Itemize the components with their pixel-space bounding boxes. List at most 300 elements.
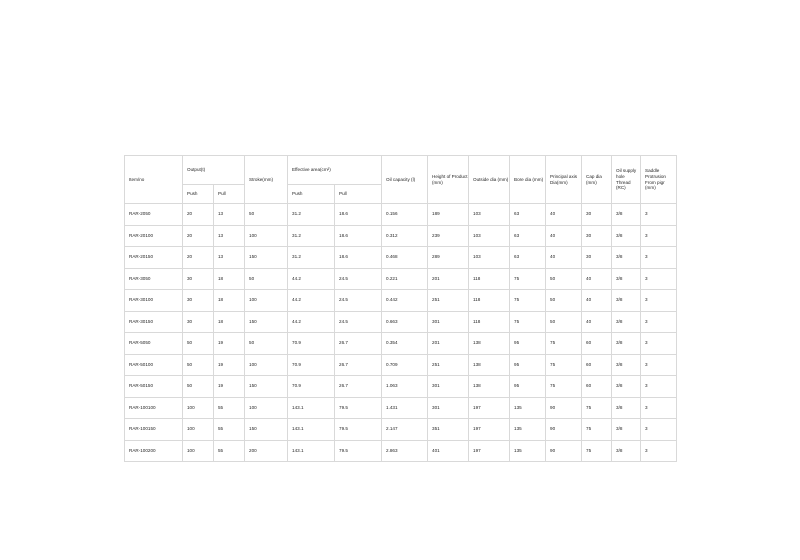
cell-principal-axis-dia xyxy=(546,354,582,376)
cell-oil-capacity-text: 1.063 xyxy=(386,383,398,389)
cell-stroke xyxy=(245,225,288,247)
cell-principal-axis-dia xyxy=(546,397,582,419)
cell-area-pull xyxy=(335,204,382,226)
cell-outside-dia xyxy=(469,440,510,462)
specification-table xyxy=(124,155,677,462)
cell-area-pull-text: 24.5 xyxy=(339,318,348,324)
cell-saddle-protrusion-text: 3 xyxy=(645,275,648,281)
cell-oil-capacity-text: 0.221 xyxy=(386,275,398,281)
cell-output-pull xyxy=(214,225,245,247)
cell-cap-dia-text: 40 xyxy=(586,275,592,281)
cell-item-no xyxy=(125,225,183,247)
cell-area-push-text: 70.9 xyxy=(292,340,301,346)
cell-area-push xyxy=(288,268,335,290)
cell-principal-axis-dia xyxy=(546,419,582,441)
cell-cap-dia-text: 75 xyxy=(586,426,592,432)
cell-stroke xyxy=(245,268,288,290)
cell-output-pull xyxy=(214,354,245,376)
cell-cap-dia xyxy=(582,440,612,462)
cell-cap-dia xyxy=(582,376,612,398)
cell-bore-dia xyxy=(510,419,546,441)
cell-outside-dia-text: 103 xyxy=(473,254,481,260)
cell-height-text: 351 xyxy=(432,426,440,432)
cell-oil-capacity-text: 2.863 xyxy=(386,447,398,453)
cell-oil-capacity-text: 0.663 xyxy=(386,318,398,324)
cell-output-pull-text: 18 xyxy=(218,297,224,303)
cell-outside-dia xyxy=(469,311,510,333)
cell-oil-supply-hole-text: 3/8 xyxy=(616,297,623,303)
cell-area-pull xyxy=(335,397,382,419)
cell-output-push xyxy=(183,247,214,269)
cell-output-pull xyxy=(214,333,245,355)
cell-item-no-text: RAR-5050 xyxy=(129,340,151,346)
cell-cap-dia-text: 40 xyxy=(586,297,592,303)
cell-outside-dia xyxy=(469,290,510,312)
cell-area-pull xyxy=(335,311,382,333)
table-row xyxy=(125,354,677,376)
cell-stroke xyxy=(245,376,288,398)
cell-item-no-text: RAR-100150 xyxy=(129,426,156,432)
cell-area-pull-text: 18.6 xyxy=(339,232,348,238)
cell-height-text: 401 xyxy=(432,447,440,453)
cell-output-push xyxy=(183,204,214,226)
cell-area-push xyxy=(288,290,335,312)
cell-item-no-text: RAR-100200 xyxy=(129,447,156,453)
cell-oil-supply-hole xyxy=(612,419,641,441)
cell-output-push xyxy=(183,419,214,441)
cell-oil-supply-hole-text: 3/8 xyxy=(616,404,623,410)
cell-stroke xyxy=(245,419,288,441)
cell-oil-supply-hole xyxy=(612,247,641,269)
cell-bore-dia-text: 75 xyxy=(514,275,520,281)
cell-output-push xyxy=(183,440,214,462)
cell-bore-dia-text: 95 xyxy=(514,383,520,389)
cell-oil-supply-hole-text: 3/8 xyxy=(616,340,623,346)
cell-output-push xyxy=(183,354,214,376)
cell-area-pull-text: 18.6 xyxy=(339,254,348,260)
cell-item-no-text: RAR-30150 xyxy=(129,318,154,324)
cell-cap-dia-text: 60 xyxy=(586,340,592,346)
cell-cap-dia-text: 30 xyxy=(586,211,592,217)
cell-output-pull xyxy=(214,397,245,419)
cell-area-push-text: 143.1 xyxy=(292,404,304,410)
cell-cap-dia xyxy=(582,311,612,333)
cell-saddle-protrusion xyxy=(641,290,677,312)
cell-height xyxy=(428,290,469,312)
cell-principal-axis-dia-text: 50 xyxy=(550,275,556,281)
cell-area-push-text: 143.1 xyxy=(292,447,304,453)
cell-item-no xyxy=(125,440,183,462)
cell-oil-capacity xyxy=(382,397,428,419)
cell-height-text: 201 xyxy=(432,340,440,346)
col-header-area-pull: Pull xyxy=(335,185,382,204)
cell-output-pull-text: 13 xyxy=(218,254,224,260)
cell-area-pull-text: 26.7 xyxy=(339,361,348,367)
cell-bore-dia xyxy=(510,354,546,376)
cell-area-push xyxy=(288,204,335,226)
cell-outside-dia xyxy=(469,333,510,355)
cell-height xyxy=(428,419,469,441)
cell-oil-capacity-text: 0.354 xyxy=(386,340,398,346)
cell-stroke xyxy=(245,397,288,419)
cell-oil-supply-hole xyxy=(612,311,641,333)
cell-output-push-text: 100 xyxy=(187,404,195,410)
cell-area-pull-text: 24.5 xyxy=(339,275,348,281)
cell-stroke-text: 100 xyxy=(249,404,257,410)
cell-area-push-text: 70.9 xyxy=(292,361,301,367)
cell-oil-capacity xyxy=(382,333,428,355)
cell-bore-dia-text: 95 xyxy=(514,361,520,367)
table-row xyxy=(125,225,677,247)
cell-stroke xyxy=(245,354,288,376)
col-header-height-of-product: Height of Product (mm) xyxy=(428,156,469,204)
cell-cap-dia-text: 75 xyxy=(586,447,592,453)
cell-output-push-text: 50 xyxy=(187,340,193,346)
cell-bore-dia-text: 63 xyxy=(514,232,520,238)
cell-saddle-protrusion-text: 3 xyxy=(645,426,648,432)
cell-output-pull-text: 13 xyxy=(218,232,224,238)
cell-bore-dia xyxy=(510,290,546,312)
cell-oil-capacity-text: 0.709 xyxy=(386,361,398,367)
cell-principal-axis-dia xyxy=(546,225,582,247)
cell-area-push xyxy=(288,419,335,441)
cell-height xyxy=(428,440,469,462)
cell-area-push xyxy=(288,354,335,376)
cell-saddle-protrusion xyxy=(641,440,677,462)
cell-output-push xyxy=(183,268,214,290)
cell-outside-dia xyxy=(469,247,510,269)
cell-oil-capacity xyxy=(382,290,428,312)
cell-oil-capacity xyxy=(382,204,428,226)
cell-item-no-text: RAR-2050 xyxy=(129,211,151,217)
cell-output-push xyxy=(183,311,214,333)
cell-outside-dia xyxy=(469,268,510,290)
cell-height xyxy=(428,225,469,247)
cell-area-pull-text: 26.7 xyxy=(339,340,348,346)
cell-bore-dia-text: 63 xyxy=(514,254,520,260)
cell-output-pull xyxy=(214,419,245,441)
cell-item-no xyxy=(125,311,183,333)
cell-outside-dia-text: 197 xyxy=(473,426,481,432)
cell-output-pull-text: 55 xyxy=(218,404,224,410)
cell-principal-axis-dia xyxy=(546,268,582,290)
cell-item-no-text: RAR-30100 xyxy=(129,297,154,303)
cell-area-pull xyxy=(335,225,382,247)
cell-item-no xyxy=(125,376,183,398)
cell-saddle-protrusion-text: 3 xyxy=(645,404,648,410)
cell-output-push-text: 20 xyxy=(187,211,193,217)
cell-principal-axis-dia xyxy=(546,311,582,333)
cell-bore-dia-text: 135 xyxy=(514,404,522,410)
cell-stroke-text: 50 xyxy=(249,211,255,217)
cell-area-pull xyxy=(335,333,382,355)
cell-bore-dia xyxy=(510,333,546,355)
table-row xyxy=(125,440,677,462)
cell-output-push-text: 30 xyxy=(187,318,193,324)
cell-area-pull xyxy=(335,290,382,312)
cell-principal-axis-dia-text: 50 xyxy=(550,318,556,324)
cell-outside-dia xyxy=(469,419,510,441)
cell-output-pull-text: 19 xyxy=(218,340,224,346)
cell-area-push xyxy=(288,397,335,419)
cell-height-text: 289 xyxy=(432,254,440,260)
cell-area-pull-text: 24.5 xyxy=(339,297,348,303)
cell-principal-axis-dia-text: 75 xyxy=(550,383,556,389)
table-body xyxy=(125,204,677,462)
cell-height xyxy=(428,247,469,269)
cell-principal-axis-dia xyxy=(546,247,582,269)
cell-oil-supply-hole xyxy=(612,333,641,355)
cell-stroke-text: 150 xyxy=(249,426,257,432)
cell-cap-dia-text: 60 xyxy=(586,361,592,367)
table-row xyxy=(125,376,677,398)
cell-outside-dia xyxy=(469,354,510,376)
cell-item-no-text: RAR-50150 xyxy=(129,383,154,389)
cell-item-no xyxy=(125,204,183,226)
cell-output-pull xyxy=(214,440,245,462)
cell-cap-dia-text: 60 xyxy=(586,383,592,389)
cell-output-pull-text: 55 xyxy=(218,447,224,453)
cell-oil-supply-hole xyxy=(612,268,641,290)
cell-area-pull-text: 26.7 xyxy=(339,383,348,389)
cell-area-push-text: 44.2 xyxy=(292,318,301,324)
cell-oil-capacity-text: 0.442 xyxy=(386,297,398,303)
cell-item-no xyxy=(125,333,183,355)
cell-saddle-protrusion-text: 3 xyxy=(645,211,648,217)
cell-area-push-text: 31.2 xyxy=(292,254,301,260)
cell-principal-axis-dia-text: 75 xyxy=(550,340,556,346)
cell-stroke-text: 100 xyxy=(249,297,257,303)
cell-output-pull xyxy=(214,247,245,269)
cell-cap-dia-text: 40 xyxy=(586,318,592,324)
cell-principal-axis-dia-text: 40 xyxy=(550,232,556,238)
cell-output-pull-text: 19 xyxy=(218,361,224,367)
cell-outside-dia-text: 118 xyxy=(473,275,481,281)
cell-output-push-text: 50 xyxy=(187,361,193,367)
cell-item-no-text: RAR-20100 xyxy=(129,232,154,238)
cell-area-push xyxy=(288,376,335,398)
cell-cap-dia xyxy=(582,225,612,247)
cell-saddle-protrusion xyxy=(641,376,677,398)
cell-output-push-text: 100 xyxy=(187,426,195,432)
cell-output-pull-text: 13 xyxy=(218,211,224,217)
cell-item-no xyxy=(125,419,183,441)
cell-cap-dia xyxy=(582,354,612,376)
cell-height xyxy=(428,376,469,398)
cell-outside-dia-text: 103 xyxy=(473,232,481,238)
col-header-item-no: Item/no xyxy=(125,156,183,204)
cell-oil-capacity-text: 0.312 xyxy=(386,232,398,238)
table-row xyxy=(125,247,677,269)
cell-height-text: 251 xyxy=(432,297,440,303)
cell-outside-dia-text: 103 xyxy=(473,211,481,217)
col-header-bore-dia: Bore dia (mm) xyxy=(510,156,546,204)
cell-saddle-protrusion-text: 3 xyxy=(645,447,648,453)
table-row xyxy=(125,204,677,226)
cell-oil-supply-hole-text: 3/8 xyxy=(616,361,623,367)
cell-outside-dia-text: 138 xyxy=(473,340,481,346)
cell-saddle-protrusion xyxy=(641,247,677,269)
cell-oil-capacity xyxy=(382,376,428,398)
col-header-cap-dia: Cap dia (mm) xyxy=(582,156,612,204)
cell-saddle-protrusion xyxy=(641,354,677,376)
cell-saddle-protrusion xyxy=(641,311,677,333)
table-row xyxy=(125,311,677,333)
cell-principal-axis-dia-text: 40 xyxy=(550,211,556,217)
cell-oil-supply-hole xyxy=(612,354,641,376)
cell-oil-capacity xyxy=(382,247,428,269)
cell-oil-capacity-text: 2.147 xyxy=(386,426,398,432)
cell-principal-axis-dia xyxy=(546,204,582,226)
cell-bore-dia-text: 135 xyxy=(514,447,522,453)
table-row xyxy=(125,333,677,355)
cell-output-push xyxy=(183,376,214,398)
cell-saddle-protrusion xyxy=(641,204,677,226)
cell-cap-dia-text: 75 xyxy=(586,404,592,410)
cell-bore-dia xyxy=(510,268,546,290)
cell-bore-dia-text: 95 xyxy=(514,340,520,346)
cell-bore-dia-text: 135 xyxy=(514,426,522,432)
cell-area-push xyxy=(288,311,335,333)
cell-principal-axis-dia xyxy=(546,376,582,398)
cell-bore-dia xyxy=(510,376,546,398)
cell-bore-dia xyxy=(510,225,546,247)
cell-saddle-protrusion-text: 3 xyxy=(645,361,648,367)
cell-oil-supply-hole xyxy=(612,290,641,312)
cell-oil-supply-hole-text: 3/8 xyxy=(616,426,623,432)
cell-oil-capacity xyxy=(382,440,428,462)
cell-output-push xyxy=(183,290,214,312)
cell-area-push xyxy=(288,333,335,355)
cell-output-pull xyxy=(214,268,245,290)
cell-cap-dia xyxy=(582,204,612,226)
cell-output-pull-text: 18 xyxy=(218,275,224,281)
cell-output-push xyxy=(183,397,214,419)
cell-stroke xyxy=(245,204,288,226)
cell-height-text: 301 xyxy=(432,404,440,410)
cell-item-no xyxy=(125,354,183,376)
cell-oil-supply-hole xyxy=(612,440,641,462)
cell-output-pull xyxy=(214,204,245,226)
cell-item-no xyxy=(125,397,183,419)
cell-oil-supply-hole xyxy=(612,376,641,398)
cell-cap-dia xyxy=(582,419,612,441)
cell-outside-dia-text: 138 xyxy=(473,361,481,367)
cell-item-no xyxy=(125,290,183,312)
cell-saddle-protrusion xyxy=(641,419,677,441)
cell-oil-capacity xyxy=(382,225,428,247)
col-header-principal-axis-dia: Principal axis Dia(mm) xyxy=(546,156,582,204)
cell-cap-dia xyxy=(582,268,612,290)
cell-stroke-text: 200 xyxy=(249,447,257,453)
cell-item-no xyxy=(125,268,183,290)
cell-cap-dia xyxy=(582,333,612,355)
cell-area-push xyxy=(288,225,335,247)
cell-output-push-text: 50 xyxy=(187,383,193,389)
table-row xyxy=(125,268,677,290)
cell-output-push-text: 20 xyxy=(187,254,193,260)
cell-saddle-protrusion xyxy=(641,225,677,247)
cell-height-text: 251 xyxy=(432,361,440,367)
cell-height xyxy=(428,311,469,333)
cell-principal-axis-dia xyxy=(546,333,582,355)
cell-output-pull xyxy=(214,311,245,333)
cell-principal-axis-dia-text: 90 xyxy=(550,426,556,432)
cell-height xyxy=(428,204,469,226)
cell-outside-dia-text: 118 xyxy=(473,318,481,324)
table-row xyxy=(125,419,677,441)
cell-cap-dia xyxy=(582,290,612,312)
cell-output-push xyxy=(183,333,214,355)
cell-saddle-protrusion xyxy=(641,268,677,290)
cell-item-no xyxy=(125,247,183,269)
cell-bore-dia-text: 63 xyxy=(514,211,520,217)
cell-oil-capacity xyxy=(382,268,428,290)
specification-table-container xyxy=(124,155,676,462)
cell-cap-dia xyxy=(582,397,612,419)
cell-oil-capacity xyxy=(382,354,428,376)
cell-area-pull xyxy=(335,440,382,462)
cell-stroke-text: 50 xyxy=(249,340,255,346)
cell-principal-axis-dia-text: 40 xyxy=(550,254,556,260)
cell-oil-supply-hole-text: 3/8 xyxy=(616,232,623,238)
cell-saddle-protrusion-text: 3 xyxy=(645,232,648,238)
cell-bore-dia xyxy=(510,247,546,269)
col-header-area-push: Push xyxy=(288,185,335,204)
cell-outside-dia-text: 118 xyxy=(473,297,481,303)
cell-area-push-text: 143.1 xyxy=(292,426,304,432)
cell-output-push-text: 30 xyxy=(187,297,193,303)
cell-oil-supply-hole xyxy=(612,397,641,419)
cell-stroke-text: 150 xyxy=(249,383,257,389)
cell-area-pull xyxy=(335,247,382,269)
cell-area-push-text: 44.2 xyxy=(292,297,301,303)
col-header-stroke: Stroke(mm) xyxy=(245,156,288,204)
table-header xyxy=(125,156,677,204)
cell-bore-dia xyxy=(510,440,546,462)
table-row xyxy=(125,397,677,419)
cell-output-pull xyxy=(214,376,245,398)
cell-stroke-text: 100 xyxy=(249,232,257,238)
cell-outside-dia-text: 138 xyxy=(473,383,481,389)
cell-output-pull-text: 55 xyxy=(218,426,224,432)
col-header-oil-supply-hole-thread: Oil supply hole Thread (RC) xyxy=(612,156,641,204)
cell-stroke xyxy=(245,311,288,333)
cell-oil-supply-hole-text: 3/8 xyxy=(616,211,623,217)
cell-bore-dia xyxy=(510,204,546,226)
cell-height xyxy=(428,333,469,355)
cell-principal-axis-dia-text: 90 xyxy=(550,404,556,410)
cell-saddle-protrusion-text: 3 xyxy=(645,297,648,303)
cell-principal-axis-dia-text: 50 xyxy=(550,297,556,303)
cell-output-push-text: 100 xyxy=(187,447,195,453)
cell-area-pull xyxy=(335,354,382,376)
cell-area-pull-text: 79.5 xyxy=(339,447,348,453)
cell-oil-capacity xyxy=(382,419,428,441)
col-header-effective-area: Effective area(cm²) xyxy=(288,156,382,185)
cell-bore-dia-text: 75 xyxy=(514,297,520,303)
cell-principal-axis-dia-text: 75 xyxy=(550,361,556,367)
cell-oil-capacity-text: 1.431 xyxy=(386,404,398,410)
cell-principal-axis-dia-text: 90 xyxy=(550,447,556,453)
cell-output-push-text: 20 xyxy=(187,232,193,238)
cell-item-no-text: RAR-3050 xyxy=(129,275,151,281)
cell-stroke xyxy=(245,333,288,355)
cell-area-pull xyxy=(335,376,382,398)
cell-oil-supply-hole-text: 3/8 xyxy=(616,447,623,453)
cell-height-text: 201 xyxy=(432,275,440,281)
cell-cap-dia xyxy=(582,247,612,269)
